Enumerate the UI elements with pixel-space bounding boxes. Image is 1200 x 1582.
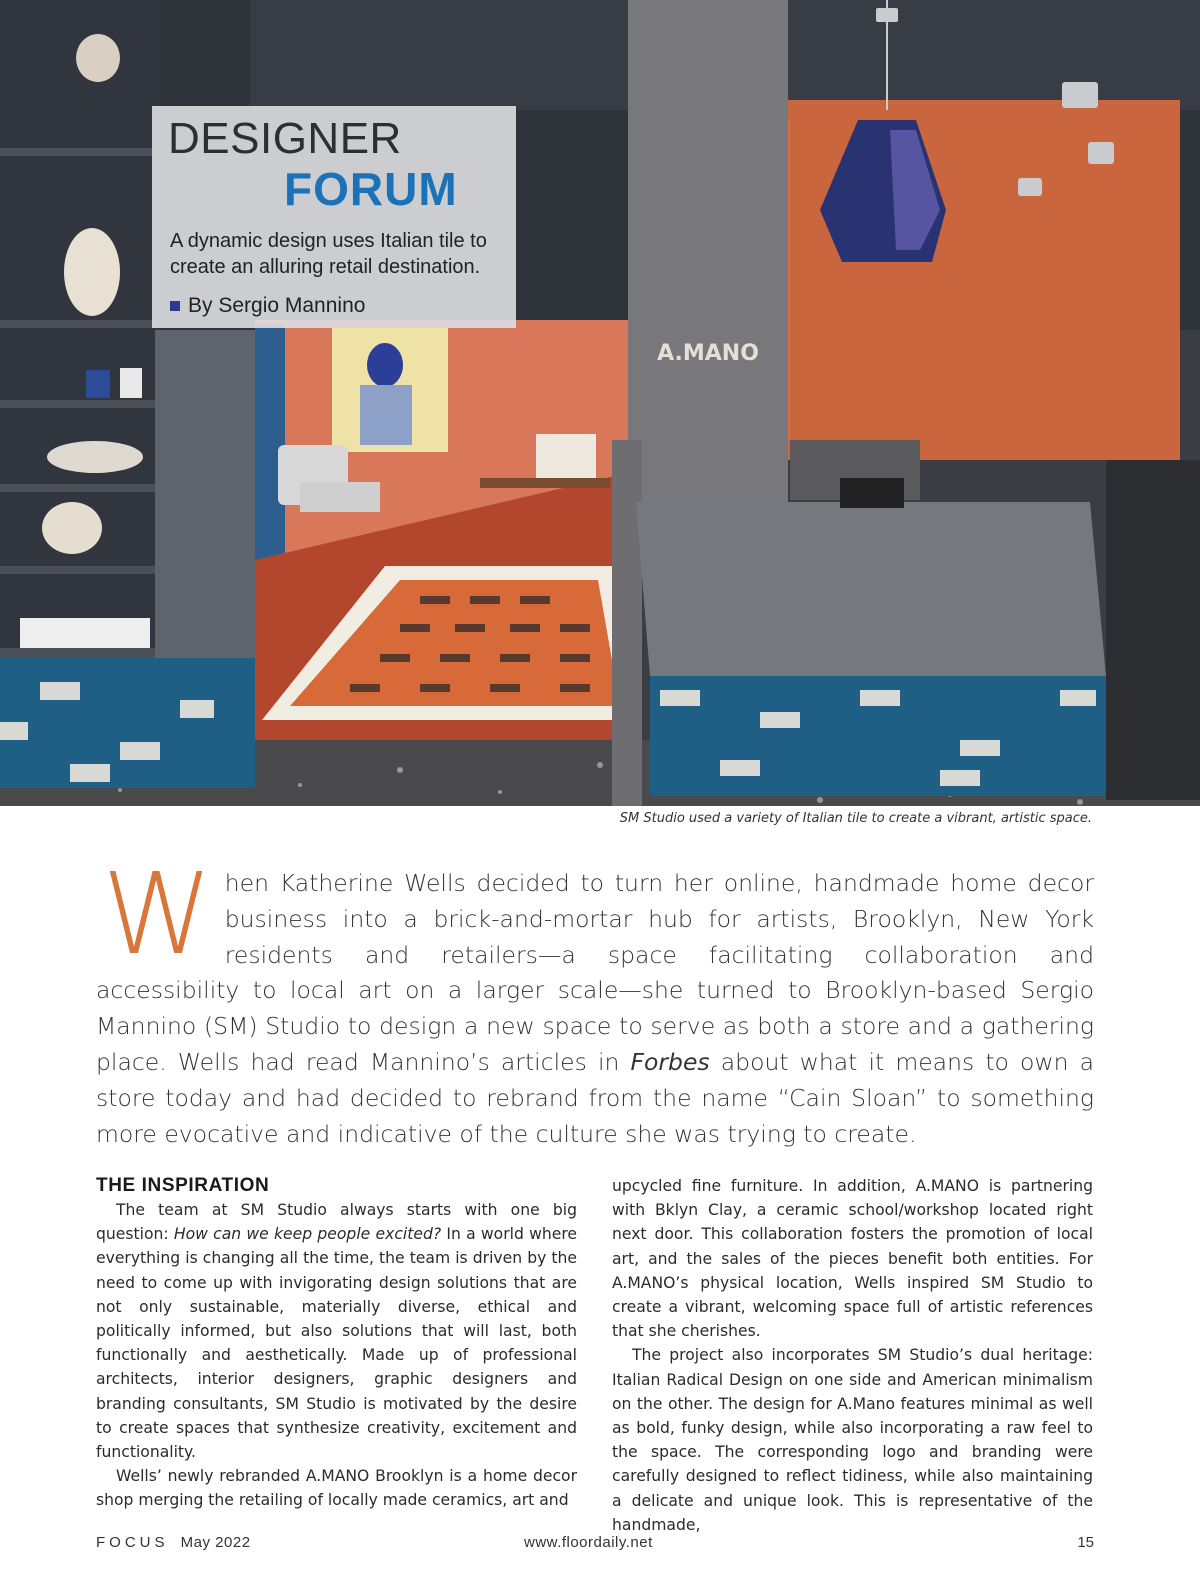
lead-text-part2: about what it means to own a store today and had decided to rebrand from the name “Cain Sloan” to something more evocative and indicative of the culture she was trying to create. bbox=[96, 1047, 1094, 1148]
article-subtitle: A dynamic design uses Italian tile to create an alluring retail destination. bbox=[170, 230, 487, 278]
section-title-forum: FORUM bbox=[284, 163, 458, 215]
store-sign: A.MANO bbox=[657, 341, 759, 366]
byline-text: By Sergio Mannino bbox=[188, 294, 366, 317]
lead-text-part1: hen Katherine Wells decided to turn her online, handmade home decor business into a brick-and-mortar hub for artists, Brooklyn, New York residents and retailers—a space facilitating collaboration and accessibility to local art on a larger scale—she turned to Brooklyn-based Sergio Mannino (SM) Studio to design a new space to serve as both a store and a gathering place. Wells had read Mannino’s articles in bbox=[96, 869, 1094, 1076]
designer-forum-title-box bbox=[152, 106, 516, 328]
left-p1-text-b: In a world where everything is changing all the time, the team is driven by the need to come up with invigorating design solutions that are not only sustainable, materially diverse, ethical and politically informed, but also solutions that will last, both functionally and aesthetically. Made up of professional architects, interior designers, graphic designers and branding consultants, SM Studio is motivated by the desire to create spaces that synthesize creativity, excitement and functionality. bbox=[96, 1225, 578, 1462]
section-heading-inspiration: THE INSPIRATION bbox=[96, 1175, 270, 1196]
left-paragraph-2: Wells’ newly rebranded A.MANO Brooklyn is a home decor shop merging the retailing of locally made ceramics, art and bbox=[96, 1467, 577, 1510]
publication-name: FOCUS bbox=[96, 1534, 169, 1551]
byline-square-icon bbox=[170, 301, 180, 311]
left-paragraph-1 bbox=[96, 1198, 577, 1464]
left-p1-text-a: The team at SM Studio always starts with one big question: bbox=[96, 1201, 577, 1244]
left-column bbox=[96, 1174, 577, 1513]
right-paragraph-2: The project also incorporates SM Studio’s dual heritage: Italian Radical Design on one side and American minimalism on the other. The design for A.Mano features minimal as well as bold, funky design, while also incorporating a raw feel to the space. The corresponding logo and branding were carefully designed to reflect tidiness, while also maintaining a delicate and unique look. This is representative of the handmade, bbox=[612, 1346, 1093, 1534]
right-column bbox=[612, 1174, 1093, 1537]
photo-caption: SM Studio used a variety of Italian tile to create a vibrant, artistic space. bbox=[619, 811, 1092, 826]
right-paragraph-1: upcycled fine furniture. In addition, A.MANO is partnering with Bklyn Clay, a ceramic school/workshop located right next door. This collaboration fosters the promotion of local art, and the sales of the pieces benefit both entities. For A.MANO’s physical location, Wells inspired SM Studio to create a vibrant, welcoming space full of artistic references that she cherishes. bbox=[612, 1177, 1093, 1341]
page-number: 15 bbox=[1077, 1534, 1094, 1551]
byline bbox=[170, 294, 365, 318]
lead-paragraph bbox=[96, 850, 1094, 1152]
section-title-designer: DESIGNER bbox=[168, 114, 402, 163]
lead-text-italic: Forbes bbox=[630, 1047, 710, 1076]
left-p1-italic: How can we keep people excited? bbox=[173, 1225, 442, 1244]
footer-website: www.floordaily.net bbox=[524, 1534, 653, 1551]
footer-publication bbox=[96, 1534, 251, 1551]
issue-date: May 2022 bbox=[180, 1534, 251, 1551]
drop-cap: W bbox=[102, 850, 213, 980]
